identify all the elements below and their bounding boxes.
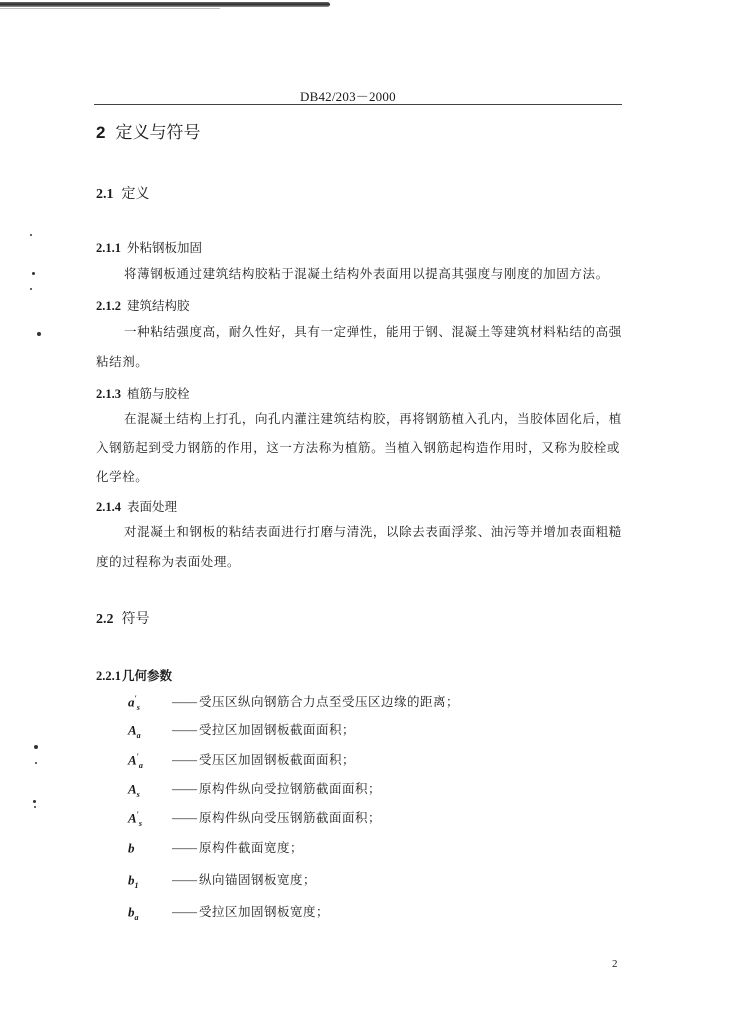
scan-speck [30, 234, 32, 236]
symbol-description: 原构件纵向受拉钢筋截面面积； [199, 781, 382, 796]
term-number: 2.1.3 [96, 387, 121, 401]
symbol-description: 纵向锚固钢板宽度； [199, 872, 317, 887]
scan-speck [33, 800, 36, 803]
symbol-base: b [128, 904, 135, 919]
term-heading-2-1-4 [96, 497, 177, 515]
symbol-row [128, 838, 303, 858]
symbol-base: b [128, 872, 135, 887]
symbol-notation [128, 840, 172, 858]
scan-speck [34, 745, 38, 749]
symbol-description: 原构件纵向受压钢筋截面面积； [199, 810, 382, 825]
symbol-prime: ′ [136, 751, 139, 761]
term-definition-line: 在混凝土结构上打孔，向孔内灌注建筑结构胶，再将钢筋植入孔内，当胶体固化后，植 [124, 411, 622, 426]
symbol-notation [128, 694, 172, 712]
scan-speck [35, 762, 37, 764]
symbol-base: a [128, 694, 135, 709]
symbol-subscript: a [134, 912, 139, 922]
term-definition-line: 对混凝土和钢板的粘结表面进行打磨与清洗，以除去表面浮浆、油污等并增加表面粗糙 [124, 524, 622, 539]
term-definition-line: 化学栓。 [96, 469, 149, 484]
symbol-subscript: s [138, 818, 143, 828]
symbol-notation [128, 752, 172, 770]
document-code: DB42/203－2000 [300, 89, 396, 104]
term-heading-2-1-3 [96, 384, 190, 402]
symbol-prime: ′ [134, 693, 137, 703]
term-number: 2.2.1 [96, 669, 121, 683]
symbol-notation [128, 872, 172, 890]
symbol-subscript: a [138, 760, 143, 770]
symbol-subscript: s [136, 702, 140, 712]
symbol-prime: ′ [136, 809, 139, 819]
symbol-notation [128, 722, 172, 740]
symbol-notation [128, 810, 172, 828]
symbol-dash: —— [172, 695, 197, 709]
term-heading-2-1-1 [96, 238, 202, 256]
section-heading [96, 118, 200, 143]
symbol-description: 受拉区加固钢板宽度； [199, 904, 330, 919]
symbol-base: b [128, 840, 135, 855]
subsection-title: 符号 [121, 611, 150, 627]
scan-edge-mark [0, 2, 330, 7]
symbol-row [128, 808, 381, 828]
scan-speck [34, 806, 36, 808]
symbol-base: A [128, 722, 137, 737]
symbol-dash: —— [172, 841, 197, 855]
section-number: 2 [96, 123, 106, 142]
subsection-number: 2.1 [96, 187, 114, 202]
section-title: 定义与符号 [115, 123, 201, 143]
symbol-dash: —— [172, 873, 197, 887]
symbol-dash: —— [172, 723, 197, 737]
symbol-dash: —— [172, 811, 197, 825]
symbol-base: A [128, 752, 137, 767]
symbol-dash: —— [172, 782, 197, 796]
term-definition-line: 度的过程称为表面处理。 [96, 554, 241, 569]
symbol-base: A [128, 810, 137, 825]
symbol-notation [128, 904, 172, 922]
symbol-row [128, 750, 355, 770]
subsection-title: 定义 [121, 186, 150, 202]
symbol-row [128, 779, 381, 799]
symbol-dash: —— [172, 753, 197, 767]
term-title: 建筑结构胶 [127, 298, 190, 313]
symbol-row [128, 692, 459, 712]
subsection-heading-2-2 [96, 608, 150, 628]
symbol-row [128, 720, 355, 740]
symbol-notation [128, 781, 172, 799]
term-definition-line: 入钢筋起到受力钢筋的作用，这一方法称为植筋。当植入钢筋起构造作用时，又称为胶栓或 [96, 440, 621, 455]
scan-edge-line [0, 8, 220, 9]
scan-speck [32, 272, 35, 275]
term-title: 植筋与胶栓 [127, 386, 190, 401]
term-definition-line: 一种粘结强度高，耐久性好，具有一定弹性，能用于钢、混凝土等建筑材料粘结的高强 [124, 324, 622, 339]
symbol-subscript: 1 [134, 880, 139, 890]
subsection-number: 2.2 [96, 612, 114, 627]
term-definition: 将薄钢板通过建筑结构胶粘于混凝土结构外表面用以提高其强度与刚度的加固方法。 [124, 266, 609, 281]
term-title: 外粘钢板加固 [127, 240, 203, 255]
subsection-heading-2-1 [96, 183, 150, 203]
term-definition-line: 粘结剂。 [96, 354, 149, 369]
symbol-base: A [128, 781, 137, 796]
page-number: 2 [612, 958, 618, 970]
symbol-description: 原构件截面宽度； [199, 840, 304, 855]
subsection-heading-2-2-1 [96, 666, 172, 684]
scan-speck [37, 332, 41, 336]
term-number: 2.1.2 [96, 299, 121, 313]
symbol-subscript: s [136, 789, 140, 799]
term-title: 表面处理 [127, 499, 178, 514]
symbol-description: 受拉区加固钢板截面面积； [199, 722, 356, 737]
term-number: 2.1.4 [96, 500, 121, 514]
term-heading-2-1-2 [96, 296, 190, 314]
symbol-row [128, 902, 329, 922]
symbol-description: 受压区加固钢板截面面积； [199, 752, 356, 767]
symbol-dash: —— [172, 905, 197, 919]
scan-speck [30, 288, 32, 290]
header-rule [94, 104, 622, 105]
symbol-row [128, 870, 316, 890]
term-number: 2.1.1 [96, 241, 121, 255]
term-title: 几何参数 [122, 668, 173, 683]
symbol-description: 受压区纵向钢筋合力点至受压区边缘的距离； [199, 694, 460, 709]
symbol-subscript: a [136, 730, 141, 740]
